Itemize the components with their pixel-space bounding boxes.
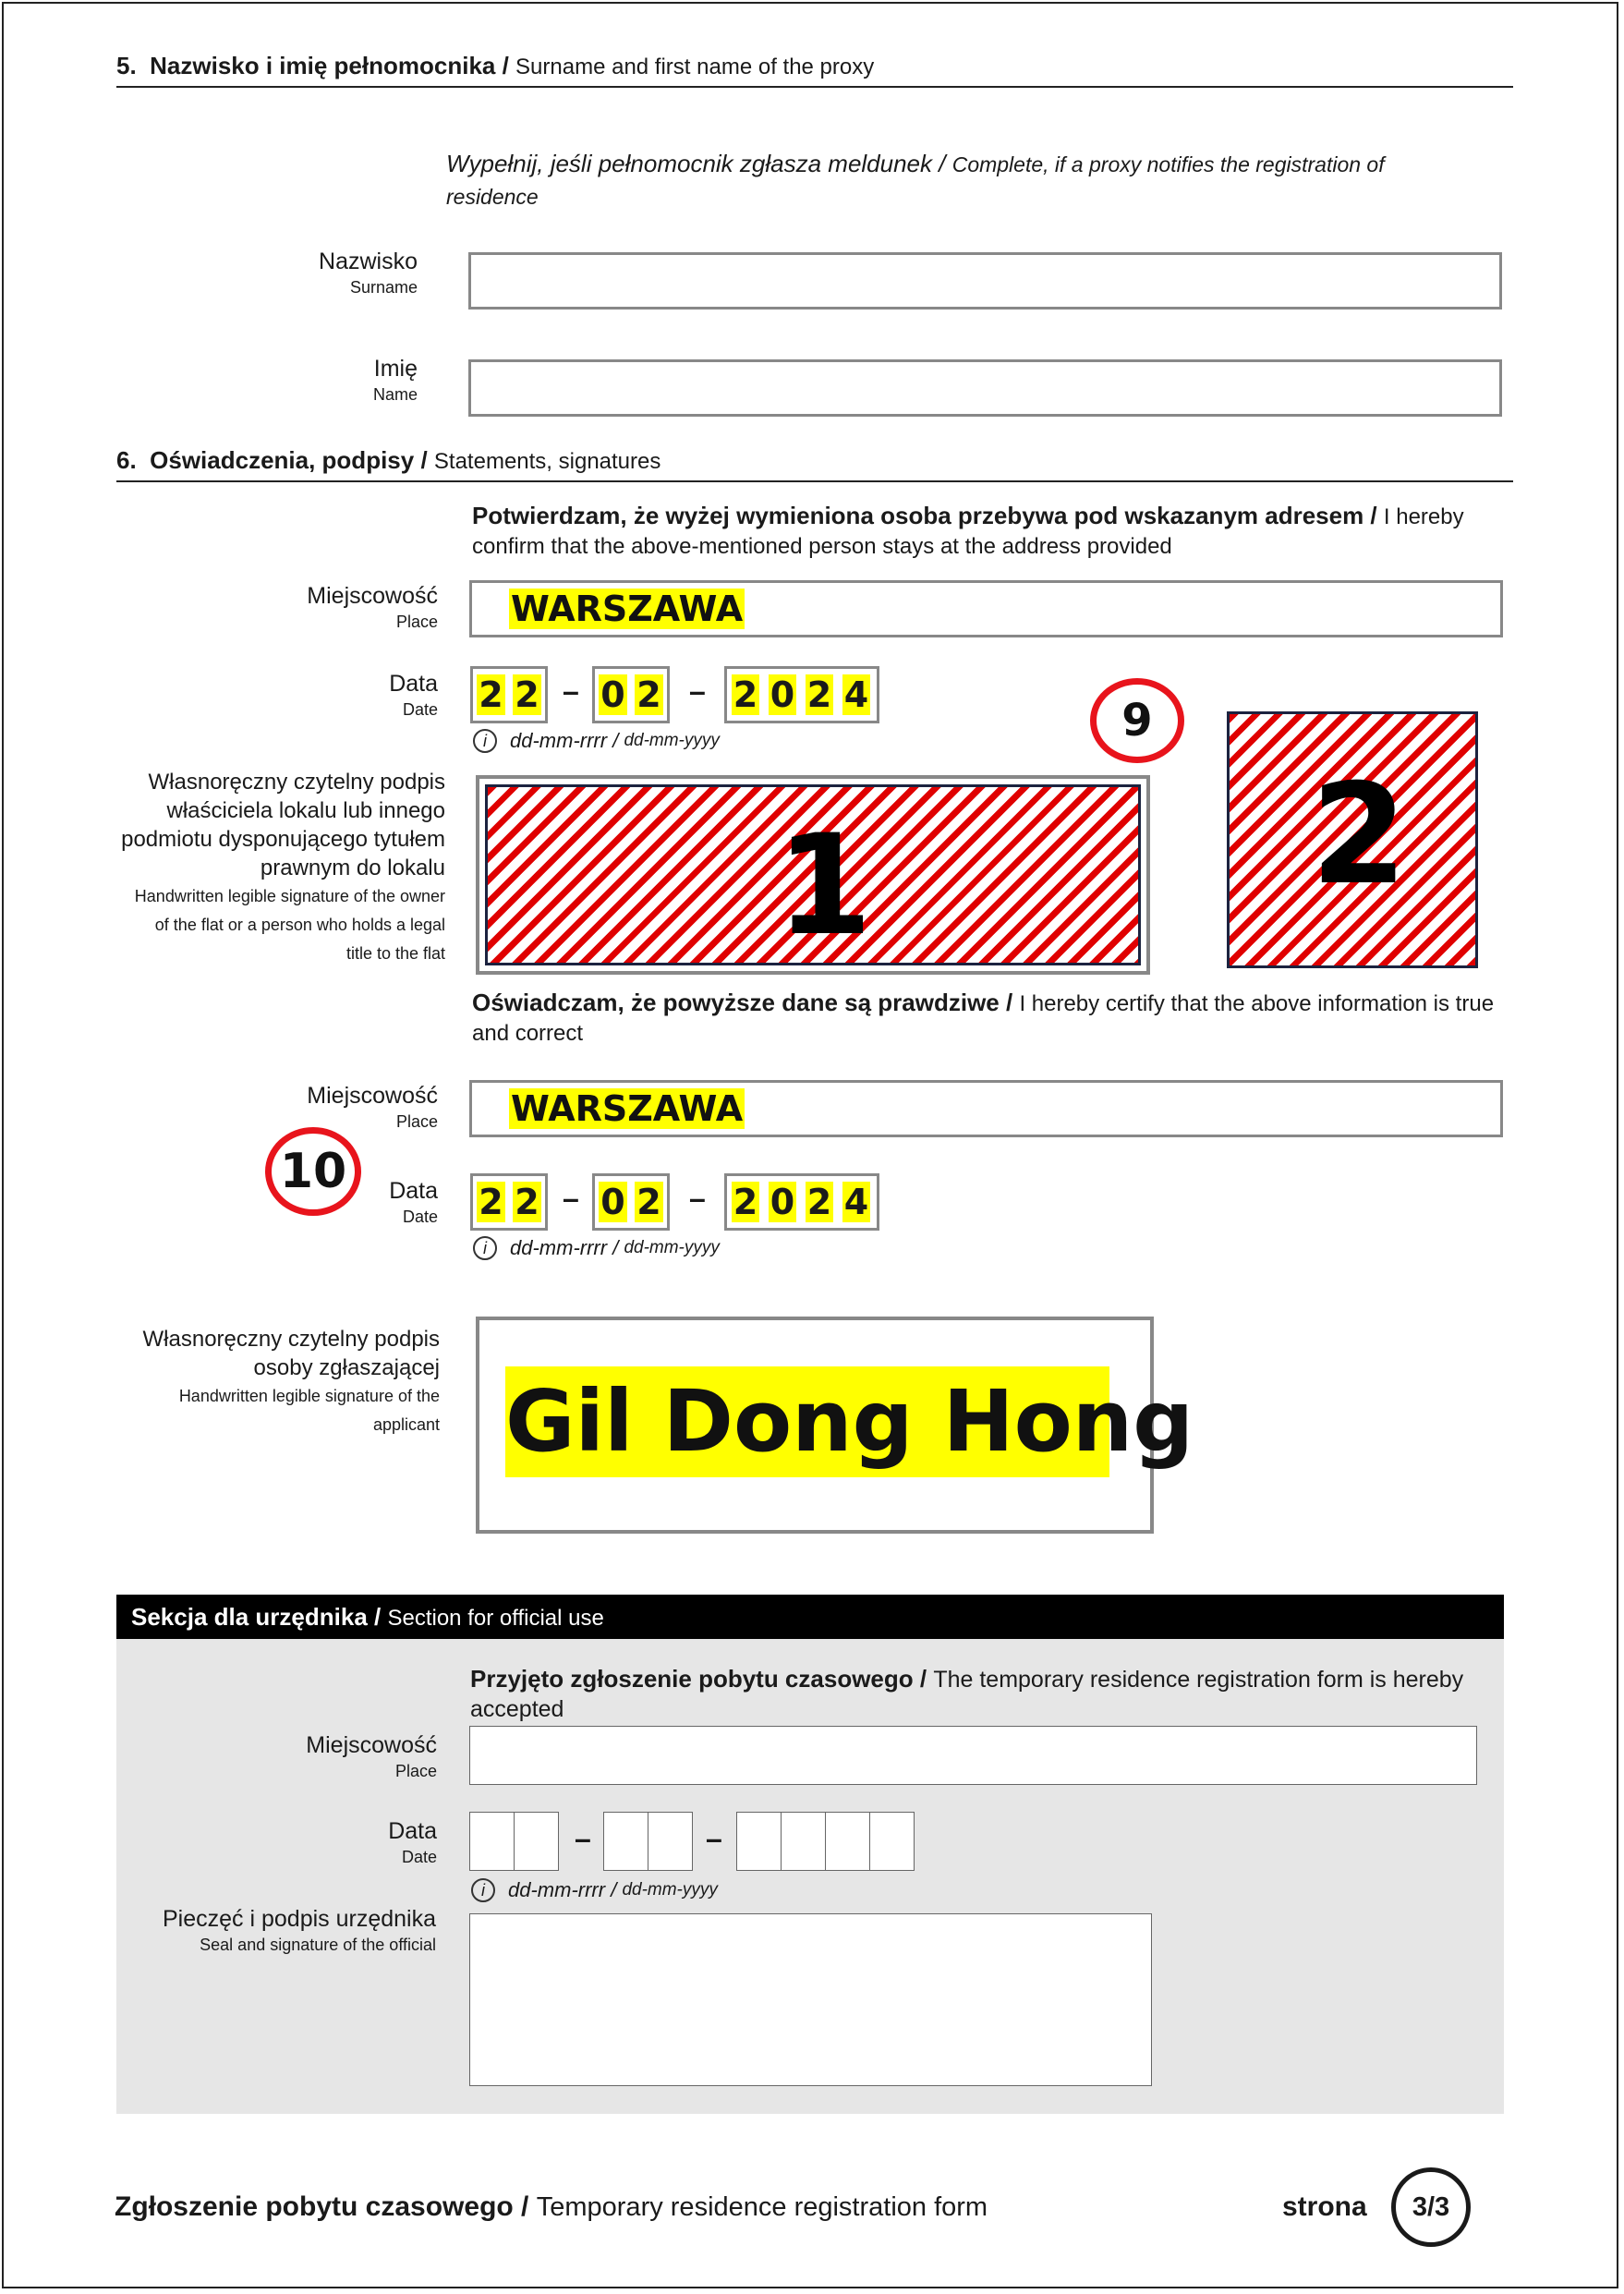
place2-value: WARSZAWA [511,1088,744,1129]
marker-10: 10 [265,1127,361,1216]
accepted-statement: Przyjęto zgłoszenie pobytu czasowego / The temporary residence registration form is hereby accepted [470,1665,1464,1722]
place1-value: WARSZAWA [511,589,744,629]
date2-separator: – [563,1182,579,1215]
date2-separator: – [689,1182,706,1215]
applicant-signature-label: Własnoręczny czytelny podpis osoby zgłaszającej Handwritten legible signature of the applicant [142,1327,440,1434]
marker-9: 9 [1090,678,1184,763]
official-date-label: Data Date [388,1818,437,1866]
date1-label: Data Date [389,671,438,719]
date1-year[interactable]: 2 0 2 4 [724,666,879,723]
footer-page-number: 3/3 [1391,2167,1471,2247]
confirm-statement: Potwierdzam, że wyżej wymieniona osoba przebywa pod wskazanym adresem / I hereby confirm that the above-mentioned person stays at the address provided [472,502,1464,559]
date2-format-hint: i dd-mm-rrrr / dd-mm-yyyy [473,1236,720,1260]
official-seal-label: Pieczęć i podpis urzędnika Seal and signature of the official [163,1906,436,1954]
owner-signature-label: Własnoręczny czytelny podpis właściciela lokalu lub innego podmiotu dysponującego tytułem prawnym do lokalu Handwritten legible signature of the owner of the flat or a person who holds a legal title to the flat [121,770,445,963]
official-place-field[interactable] [469,1726,1477,1785]
date1-separator: – [689,674,706,708]
applicant-signature-value: Gil Dong Hong [505,1366,1109,1477]
redaction-2: 2 [1227,711,1478,968]
info-icon: i [473,729,497,753]
footer-page-label: strona [1282,2191,1367,2222]
redaction-1: 1 [485,784,1141,965]
date2-year[interactable]: 2 0 2 4 [724,1173,879,1231]
official-date-year[interactable] [736,1812,915,1871]
official-seal-field[interactable] [469,1913,1152,2086]
official-place-label: Miejscowość Place [306,1732,437,1780]
date2-month[interactable]: 0 2 [592,1173,670,1231]
proxy-surname-field[interactable] [468,252,1502,310]
date2-label: Data Date [389,1178,438,1226]
official-section-header: Sekcja dla urzędnika / Section for official use [116,1595,1504,1639]
proxy-instruction: Wypełnij, jeśli pełnomocnik zgłasza meldunek / Complete, if a proxy notifies the registration of residence [446,150,1385,209]
info-icon: i [471,1878,495,1902]
owner-signature-box[interactable] [476,775,1150,975]
date1-separator: – [563,674,579,708]
place2-field[interactable] [469,1080,1503,1137]
place1-field[interactable] [469,580,1503,637]
section-5-header: 5. Nazwisko i imię pełnomocnika / Surname and first name of the proxy [116,52,1513,88]
official-date-month[interactable] [603,1812,693,1871]
date2-day[interactable]: 2 2 [470,1173,548,1231]
date1-day[interactable]: 2 2 [470,666,548,723]
official-date-separator: – [575,1822,591,1855]
footer-title: Zgłoszenie pobytu czasowego / Temporary residence registration form [115,2191,988,2222]
official-date-separator: – [706,1822,722,1855]
proxy-name-label: Imię Name [372,356,418,404]
place2-label: Miejscowość Place [307,1083,438,1131]
certify-statement: Oświadczam, że powyższe dane są prawdziwe / I hereby certify that the above information is true and correct [472,989,1495,1046]
official-date-format-hint: i dd-mm-rrrr / dd-mm-yyyy [471,1878,718,1902]
place1-label: Miejscowość Place [307,583,438,631]
section-6-header: 6. Oświadczenia, podpisy / Statements, signatures [116,446,1513,482]
official-date-day[interactable] [469,1812,559,1871]
proxy-name-field[interactable] [468,359,1502,417]
proxy-surname-label: Nazwisko Surname [319,249,418,297]
applicant-signature-box[interactable] [476,1317,1194,1534]
info-icon: i [473,1236,497,1260]
date1-month[interactable]: 0 2 [592,666,670,723]
date1-format-hint: i dd-mm-rrrr / dd-mm-yyyy [473,729,720,753]
